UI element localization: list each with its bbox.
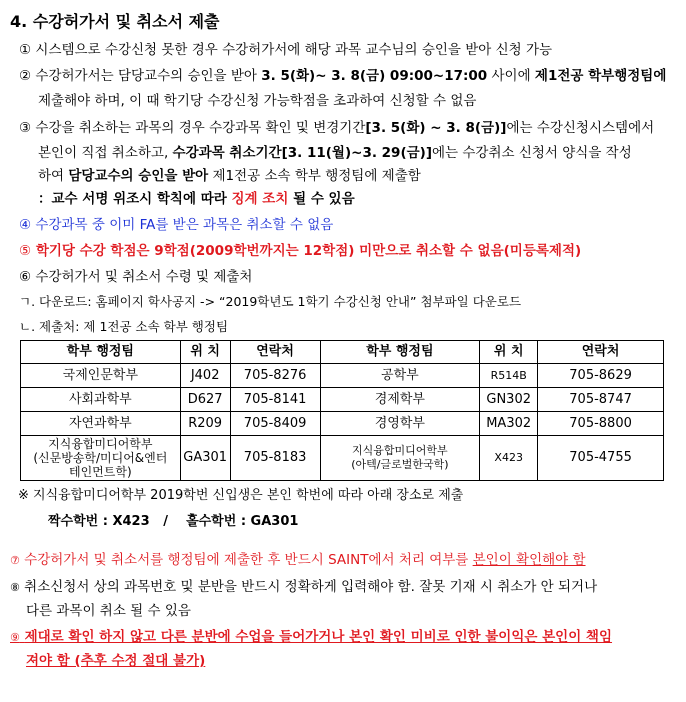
office-table (20, 340, 664, 481)
item-3-line-2 (38, 143, 632, 163)
header-contact-2: 연락처 (538, 341, 664, 364)
office-location: D627 (180, 388, 230, 412)
office-phone: 705-4755 (538, 436, 664, 481)
permit-period: 3. 5(화)~ 3. 8(금) 09:00~17:00 (261, 68, 488, 84)
forgery-warning-end: 될 수 있음 (288, 191, 355, 207)
office-name-line: 지식융합미디어학부 (48, 437, 153, 451)
office-location: R209 (180, 412, 230, 436)
download-info: ㄱ. 다운로드: 홈페이지 학사공지 -> “2019학년도 1학기 수강신청 안내” 첨부파일 다운로드 (19, 294, 522, 309)
office-name-line: (신문방송학/미디어&엔터 (33, 451, 168, 465)
office-location: R514B (480, 364, 538, 388)
item-2-number: ② (19, 68, 32, 84)
item-4-number: ④ (19, 217, 32, 233)
item-1-text: 시스템으로 수강신청 못한 경우 수강허가서에 해당 과목 교수님의 승인을 받아 신청 가능 (35, 42, 553, 58)
office-phone: 705-8409 (230, 412, 320, 436)
item-1 (19, 40, 552, 60)
item-7 (10, 550, 586, 571)
item-5-text: 학기당 수강 학점은 9학점(2009학번까지는 12학점) 미만으로 취소할 수 없음(미등록제적) (35, 243, 582, 259)
forgery-warning: ：교수 서명 위조시 학칙에 따라 (38, 191, 232, 207)
office-name: 경제학부 (320, 388, 480, 412)
item-3-number: ③ (19, 120, 32, 136)
item-3-text-end: 에는 수강신청시스템에서 (506, 120, 655, 136)
office-name: 국제인문학부 (21, 364, 181, 388)
item-8-text: 취소신청서 상의 과목번호 및 분반을 반드시 정확하게 입력해야 함. 잘못 기재 시 취소가 안 되거나 (24, 579, 598, 595)
item-6-number: ⑥ (19, 269, 32, 285)
note-line-2: 짝수학번 : X423 / 홀수학번 : GA301 (48, 514, 299, 529)
office-name: 자연과학부 (21, 412, 181, 436)
office-name-line: 지식융합미디어학부 (352, 444, 448, 457)
item-3-warning (38, 189, 355, 209)
item-3-text: 수강을 취소하는 과목의 경우 수강과목 확인 및 변경기간 (35, 120, 366, 136)
office-location: J402 (180, 364, 230, 388)
office-phone: 705-8276 (230, 364, 320, 388)
item-8-line-2: 다른 과목이 취소 될 수 있음 (26, 603, 191, 619)
item-6 (19, 267, 252, 287)
office-name: 공학부 (320, 364, 480, 388)
item-9 (10, 627, 612, 648)
item-9-text: 제대로 확인 하지 않고 다른 분반에 수업을 들어가거나 본인 확인 미비로 인한 불이익은 본인이 책임 (24, 629, 613, 645)
item-8 (10, 577, 597, 598)
item-5 (19, 241, 581, 261)
item-9-line-2: 져야 함 (추후 수정 절대 불가) (26, 653, 206, 669)
office-phone: 705-8747 (538, 388, 664, 412)
item-5-number: ⑤ (19, 243, 32, 259)
office-phone: 705-8141 (230, 388, 320, 412)
office-phone: 705-8183 (230, 436, 320, 481)
item-4-text: 수강과목 중 이미 FA를 받은 과목은 취소할 수 없음 (35, 217, 334, 233)
header-office: 학부 행정팀 (21, 341, 181, 364)
office-name-line: (아텍/글로벌한국학) (351, 458, 449, 471)
item-7-number: ⑦ (10, 554, 20, 567)
item-2 (19, 66, 666, 86)
item-1-number: ① (19, 42, 32, 58)
header-contact: 연락처 (230, 341, 320, 364)
self-check-text: 본인이 확인해야 함 (472, 552, 586, 568)
note-line-1: ※ 지식융합미디어학부 2019학번 신입생은 본인 학번에 따라 아래 장소로 제출 (18, 488, 464, 503)
office-name: 경영학부 (320, 412, 480, 436)
table-header-row (21, 341, 664, 364)
item-9-number: ⑨ (10, 631, 20, 644)
discipline-text: 징계 조치 (231, 191, 289, 207)
cancel-period: 수강과목 취소기간[3. 11(월)~3. 29(금)] (172, 145, 433, 161)
office-location: X423 (480, 436, 538, 481)
office-location: GA301 (180, 436, 230, 481)
submit-office: 제1전공 학부행정팀에 (534, 68, 667, 84)
item-7-text: 수강허가서 및 취소서를 행정팀에 제출한 후 반드시 SAINT에서 처리 여부를 (24, 552, 473, 568)
office-name-line: 테인먼트학) (69, 465, 132, 479)
office-phone: 705-8629 (538, 364, 664, 388)
item-3-l2-end: 에는 수강취소 신청서 양식을 작성 (432, 145, 632, 161)
header-location-2: 위 치 (480, 341, 538, 364)
professor-approval: 담당교수의 승인을 받아 (68, 168, 209, 184)
item-3-line-3 (38, 166, 421, 186)
item-3-l3-end: 제1전공 소속 학부 행정팀에 제출함 (208, 168, 421, 184)
section-heading: 4. 수강허가서 및 취소서 제출 (10, 12, 220, 31)
item-3-l3-text: 하여 (38, 168, 69, 184)
office-name (320, 436, 480, 481)
item-6-text: 수강허가서 및 취소서 수령 및 제출처 (35, 269, 253, 285)
table-row (21, 412, 664, 436)
item-8-number: ⑧ (10, 581, 20, 594)
header-office-2: 학부 행정팀 (320, 341, 480, 364)
office-location: GN302 (480, 388, 538, 412)
office-location: MA302 (480, 412, 538, 436)
table-row (21, 388, 664, 412)
table-row (21, 364, 664, 388)
submit-place: ㄴ. 제출처: 제 1전공 소속 학부 행정팀 (19, 319, 229, 334)
office-name (21, 436, 181, 481)
item-2-text: 수강허가서는 담당교수의 승인을 받아 (35, 68, 262, 84)
item-2-line-2: 제출해야 하며, 이 때 학기당 수강신청 가능학점을 초과하여 신청할 수 없음 (38, 93, 477, 109)
item-3 (19, 118, 654, 138)
item-2-text-mid: 사이에 (487, 68, 535, 84)
office-name: 사회과학부 (21, 388, 181, 412)
table-row (21, 436, 664, 481)
item-3-l2-text: 본인이 직접 취소하고, (38, 145, 173, 161)
office-phone: 705-8800 (538, 412, 664, 436)
item-4 (19, 215, 333, 235)
header-location: 위 치 (180, 341, 230, 364)
change-period: [3. 5(화) ~ 3. 8(금)] (365, 120, 507, 136)
